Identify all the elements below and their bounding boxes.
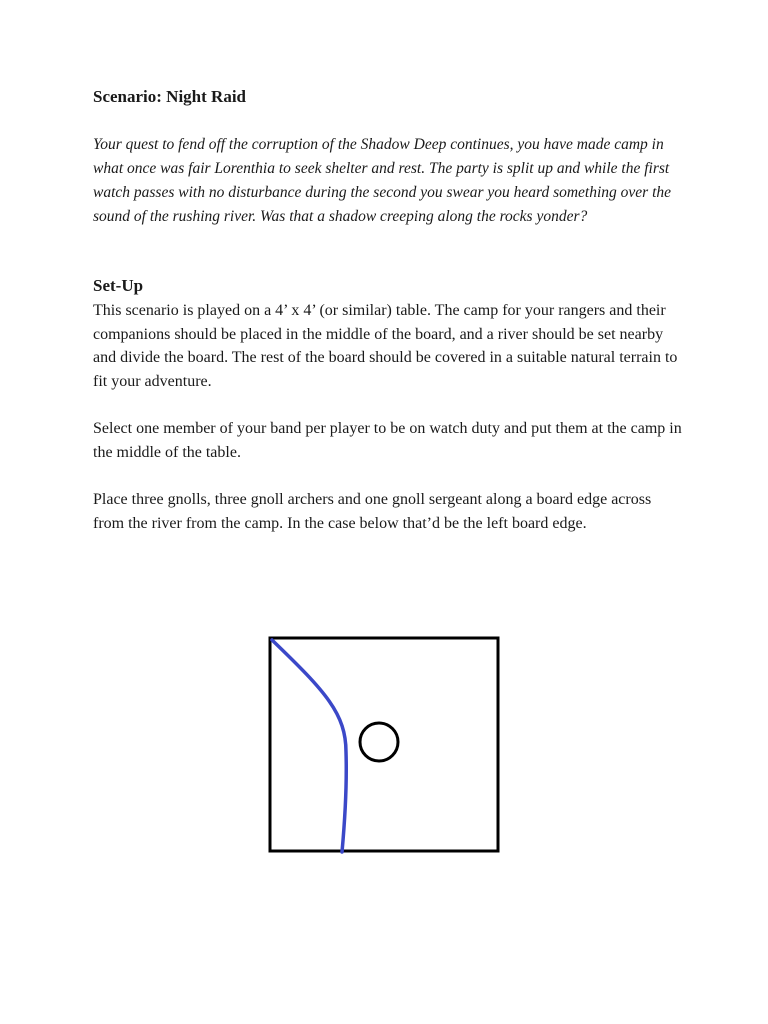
setup-paragraph-watch: Select one member of your band per player to be on watch duty and put them at the camp in the middle of the table. — [93, 420, 682, 461]
setup-paragraph-table: This scenario is played on a 4’ x 4’ (or similar) table. The camp for your rangers and their companions should be placed in the middle of the board, and a river should be set nearby and divide the board. The rest of the board should be covered in a suitable natural terrain to fit your adventure. — [93, 302, 678, 390]
setup-paragraph-gnolls: Place three gnolls, three gnoll archers and one gnoll sergeant along a board edge across from the river from the camp. In the case below that’d be the left board edge. — [93, 491, 652, 532]
camp-circle — [360, 723, 398, 761]
board-diagram — [266, 634, 502, 856]
scenario-intro: Your quest to fend off the corruption of the Shadow Deep continues, you have made camp in what once was fair Lorenthia to seek shelter and rest. The party is split up and while the first watch passes with no disturbance during the second you swear you heard something over the sound of the rushing river. Was that a shadow creeping along the rocks yonder? — [93, 136, 672, 225]
setup-heading: Set-Up — [93, 276, 144, 295]
river-line — [272, 640, 346, 852]
scenario-title: Scenario: Night Raid — [93, 87, 246, 106]
